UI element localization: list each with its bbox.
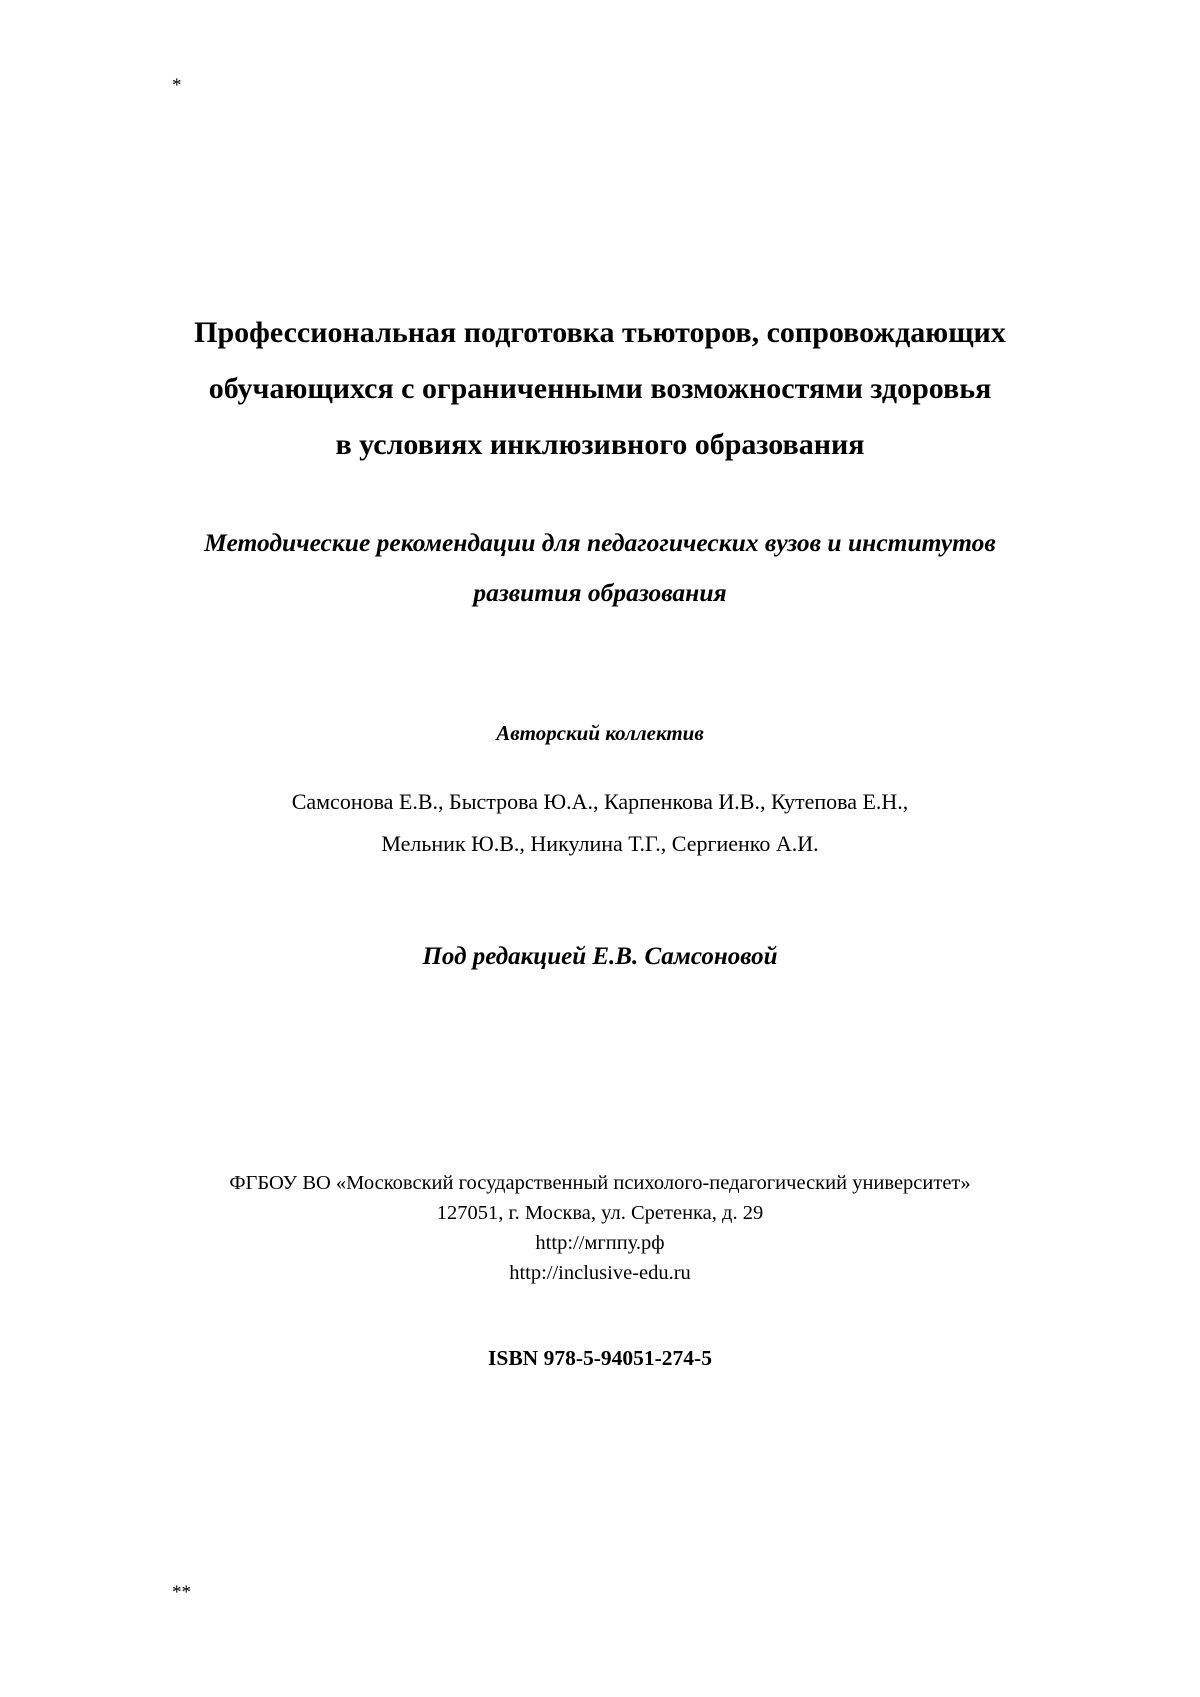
footnote-mark-bottom: ** — [172, 1582, 191, 1603]
publisher-url: http://inclusive-edu.ru — [509, 1262, 691, 1284]
document-subtitle — [0, 518, 1200, 618]
document-title — [0, 305, 1200, 473]
publisher-name: ФГБОУ ВО «Московский государственный психолого-педагогический университет» — [229, 1172, 971, 1194]
authors-line: Самсонова Е.В., Быстрова Ю.А., Карпенкова И.В., Кутепова Е.Н., — [291, 789, 909, 814]
title-line: в условиях инклюзивного образования — [335, 428, 865, 461]
subtitle-line: Методические рекомендации для педагогических вузов и институтов — [204, 528, 996, 557]
authors-list — [0, 781, 1200, 865]
title-line: обучающихся с ограниченными возможностями здоровья — [208, 372, 992, 405]
footnote-mark-top: * — [172, 75, 182, 96]
authors-heading: Авторский коллектив — [496, 721, 704, 745]
publisher-info — [0, 1168, 1200, 1288]
publisher-url: http://мгппу.рф — [535, 1232, 665, 1254]
isbn: ISBN 978-5-94051-274-5 — [488, 1346, 712, 1370]
authors-line: Мельник Ю.В., Никулина Т.Г., Сергиенко А.И. — [381, 831, 819, 856]
title-line: Профессиональная подготовка тьюторов, сопровождающих — [194, 316, 1006, 349]
publisher-address: 127051, г. Москва, ул. Сретенка, д. 29 — [436, 1202, 764, 1224]
editor-credit: Под редакцией Е.В. Самсоновой — [422, 943, 778, 970]
subtitle-line: развития образования — [473, 578, 727, 607]
